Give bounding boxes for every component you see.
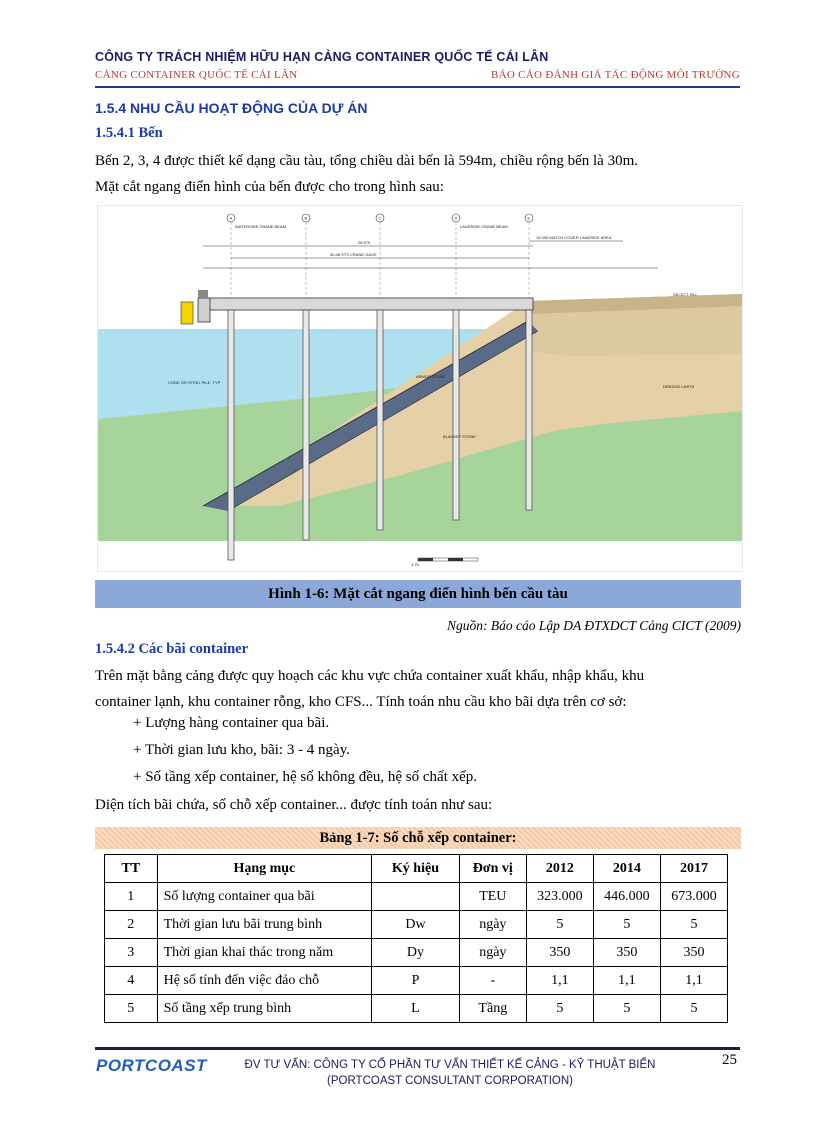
- table-header-row: [105, 855, 728, 883]
- axis-marker: [227, 214, 235, 298]
- header-right: BÁO CÁO ĐÁNH GIÁ TÁC ĐỘNG MÔI TRƯỜNG: [490, 69, 740, 81]
- label-dim-total: 28 570: [358, 240, 371, 245]
- cell-2012: 5: [526, 995, 593, 1023]
- cell-2012: 323.000: [526, 883, 593, 911]
- axis-marker: [452, 214, 460, 298]
- header-company: CÔNG TY TRÁCH NHIỆM HỮU HẠN CẢNG CONTAINER QUỐC TẾ CÁI LÂN: [95, 50, 549, 64]
- table-row: [105, 911, 728, 939]
- footer-rule: [95, 1047, 740, 1050]
- cell-2014: 446.000: [593, 883, 660, 911]
- col-header-unit: Đơn vị: [459, 855, 526, 883]
- cell-tt: 1: [105, 883, 158, 911]
- cell-unit: -: [459, 967, 526, 995]
- subsection-title-container-yards: 1.5.4.2 Các bãi container: [95, 641, 249, 657]
- table-row: [105, 883, 728, 911]
- label-dredge-limits: DREDGE LIMITS: [663, 384, 695, 389]
- cell-2014: 5: [593, 911, 660, 939]
- pile-d: [453, 310, 459, 520]
- label-dim-rail: 30.48 STS CRANE GAGE: [330, 252, 377, 257]
- figure-caption: Hình 1-6: Mặt cắt ngang điển hình bến cầu tàu: [95, 580, 741, 608]
- figure-source: Nguồn: Báo cáo Lập DA ĐTXDCT Cảng CICT (2009): [446, 618, 741, 633]
- cell-item: Thời gian khai thác trong năm: [157, 939, 372, 967]
- cell-item: Thời gian lưu bãi trung bình: [157, 911, 372, 939]
- table-caption: Bảng 1-7: Số chỗ xếp container:: [95, 827, 741, 849]
- berth-deck: [203, 298, 533, 310]
- label-blanket-stone: BLANKET STONE: [443, 434, 476, 439]
- pile-b: [303, 310, 309, 540]
- cell-2017: 1,1: [660, 967, 727, 995]
- bullet-item: + Số tầng xếp container, hệ số không đều, hệ số chất xếp.: [133, 769, 478, 785]
- pile-e: [526, 310, 532, 510]
- col-header-tt: TT: [105, 855, 158, 883]
- cell-symbol: Dw: [372, 911, 460, 939]
- page-number: 25: [722, 1052, 737, 1068]
- cross-section-figure: [97, 205, 743, 572]
- cell-unit: TEU: [459, 883, 526, 911]
- axis-label-b: B: [304, 215, 308, 221]
- cell-2012: 350: [526, 939, 593, 967]
- cell-item: Hệ số tính đến việc đảo chỗ: [157, 967, 372, 995]
- axis-label-c: C: [378, 215, 382, 221]
- header-rule: [95, 86, 740, 88]
- cross-section-drawing: [98, 206, 742, 571]
- header-left: CẢNG CONTAINER QUỐC TẾ CÁI LÂN: [95, 69, 298, 81]
- col-header-symbol: Ký hiệu: [372, 855, 460, 883]
- footer-logo: PORTCOAST: [96, 1056, 207, 1075]
- axis-label-a: A: [229, 215, 233, 221]
- table-row: [105, 967, 728, 995]
- col-header-item: Hạng mục: [157, 855, 372, 883]
- axis-marker: [525, 214, 533, 298]
- cell-2017: 350: [660, 939, 727, 967]
- axis-label-e: E: [527, 215, 531, 221]
- cell-tt: 5: [105, 995, 158, 1023]
- pile-a: [228, 310, 234, 560]
- label-armour-stone: ARMOR STONE: [416, 374, 446, 379]
- label-scale: 1:75: [411, 562, 419, 567]
- cell-2014: 5: [593, 995, 660, 1023]
- cell-symbol: Dy: [372, 939, 460, 967]
- cell-item: Số tầng xếp trung bình: [157, 995, 372, 1023]
- cell-2014: 350: [593, 939, 660, 967]
- bollard: [198, 290, 208, 298]
- scale-bar-segment: [418, 558, 433, 561]
- cell-2017: 673.000: [660, 883, 727, 911]
- label-landside-rail: LANDSIDE CRANE BEAM: [460, 224, 508, 229]
- cell-symbol: P: [372, 967, 460, 995]
- cell-2014: 1,1: [593, 967, 660, 995]
- section-title: 1.5.4 NHU CẦU HOẠT ĐỘNG CỦA DỰ ÁN: [95, 100, 368, 116]
- footer-consultant: [215, 1057, 685, 1089]
- cell-unit: ngày: [459, 911, 526, 939]
- cell-item: Số lượng container qua bãi: [157, 883, 372, 911]
- paragraph-yards-line1: Trên mặt bằng cảng được quy hoạch các khu vực chứa container xuất khẩu, nhập khẩu, khu: [95, 668, 645, 684]
- axis-marker: [302, 214, 310, 298]
- label-conc-pile: CONC OR STEEL PILE, TYP: [168, 380, 221, 385]
- axis-label-d: D: [454, 215, 458, 221]
- paragraph-figure-intro: Mặt cắt ngang điển hình của bến được cho trong hình sau:: [95, 179, 444, 195]
- label-waterside-rail: WATERSIDE CRANE BEAM: [235, 224, 286, 229]
- cell-2017: 5: [660, 911, 727, 939]
- cell-symbol: L: [372, 995, 460, 1023]
- scale-bar-segment: [448, 558, 463, 561]
- cell-symbol: [372, 883, 460, 911]
- paragraph-yards-line2: container lạnh, khu container rỗng, kho CFS... Tính toán nhu cầu kho bãi dựa trên cơ sở:: [95, 694, 627, 710]
- label-select-fill: SELECT FILL: [673, 292, 698, 297]
- cell-unit: Tầng: [459, 995, 526, 1023]
- fender: [181, 302, 193, 324]
- footer-line1: ĐV TƯ VẤN: CÔNG TY CỔ PHẦN TƯ VẤN THIẾT KẾ CẢNG - KỸ THUẬT BIỂN: [244, 1059, 656, 1071]
- cell-tt: 2: [105, 911, 158, 939]
- col-header-2017: 2017: [660, 855, 727, 883]
- bullet-item: + Thời gian lưu kho, bãi: 3 - 4 ngày.: [133, 742, 350, 758]
- footer-line2: (PORTCOAST CONSULTANT CORPORATION): [327, 1075, 573, 1087]
- table-row: [105, 995, 728, 1023]
- header-subline: [95, 69, 740, 81]
- cell-tt: 3: [105, 939, 158, 967]
- cell-2017: 5: [660, 995, 727, 1023]
- paragraph-yards-calc: Diện tích bãi chứa, số chỗ xếp container... được tính toán như sau:: [95, 797, 493, 813]
- cell-2012: 5: [526, 911, 593, 939]
- container-slots-table: [104, 854, 728, 1023]
- cell-tt: 4: [105, 967, 158, 995]
- subsection-title-berth: 1.5.4.1 Bến: [95, 125, 163, 141]
- deck-edge-beam: [198, 298, 210, 322]
- cell-2012: 1,1: [526, 967, 593, 995]
- col-header-2012: 2012: [526, 855, 593, 883]
- table-row: [105, 939, 728, 967]
- pile-c: [377, 310, 383, 530]
- bullet-item: + Lượng hàng container qua bãi.: [133, 715, 330, 731]
- paragraph-berth: Bến 2, 3, 4 được thiết kế dạng cầu tàu, tổng chiều dài bến là 594m, chiều rộng bến là 30m.: [95, 153, 639, 169]
- axis-marker: [376, 214, 384, 298]
- cell-unit: ngày: [459, 939, 526, 967]
- label-dim-landside: 15 000 MATCH COVER LANDSIDE AREA: [536, 235, 612, 240]
- col-header-2014: 2014: [593, 855, 660, 883]
